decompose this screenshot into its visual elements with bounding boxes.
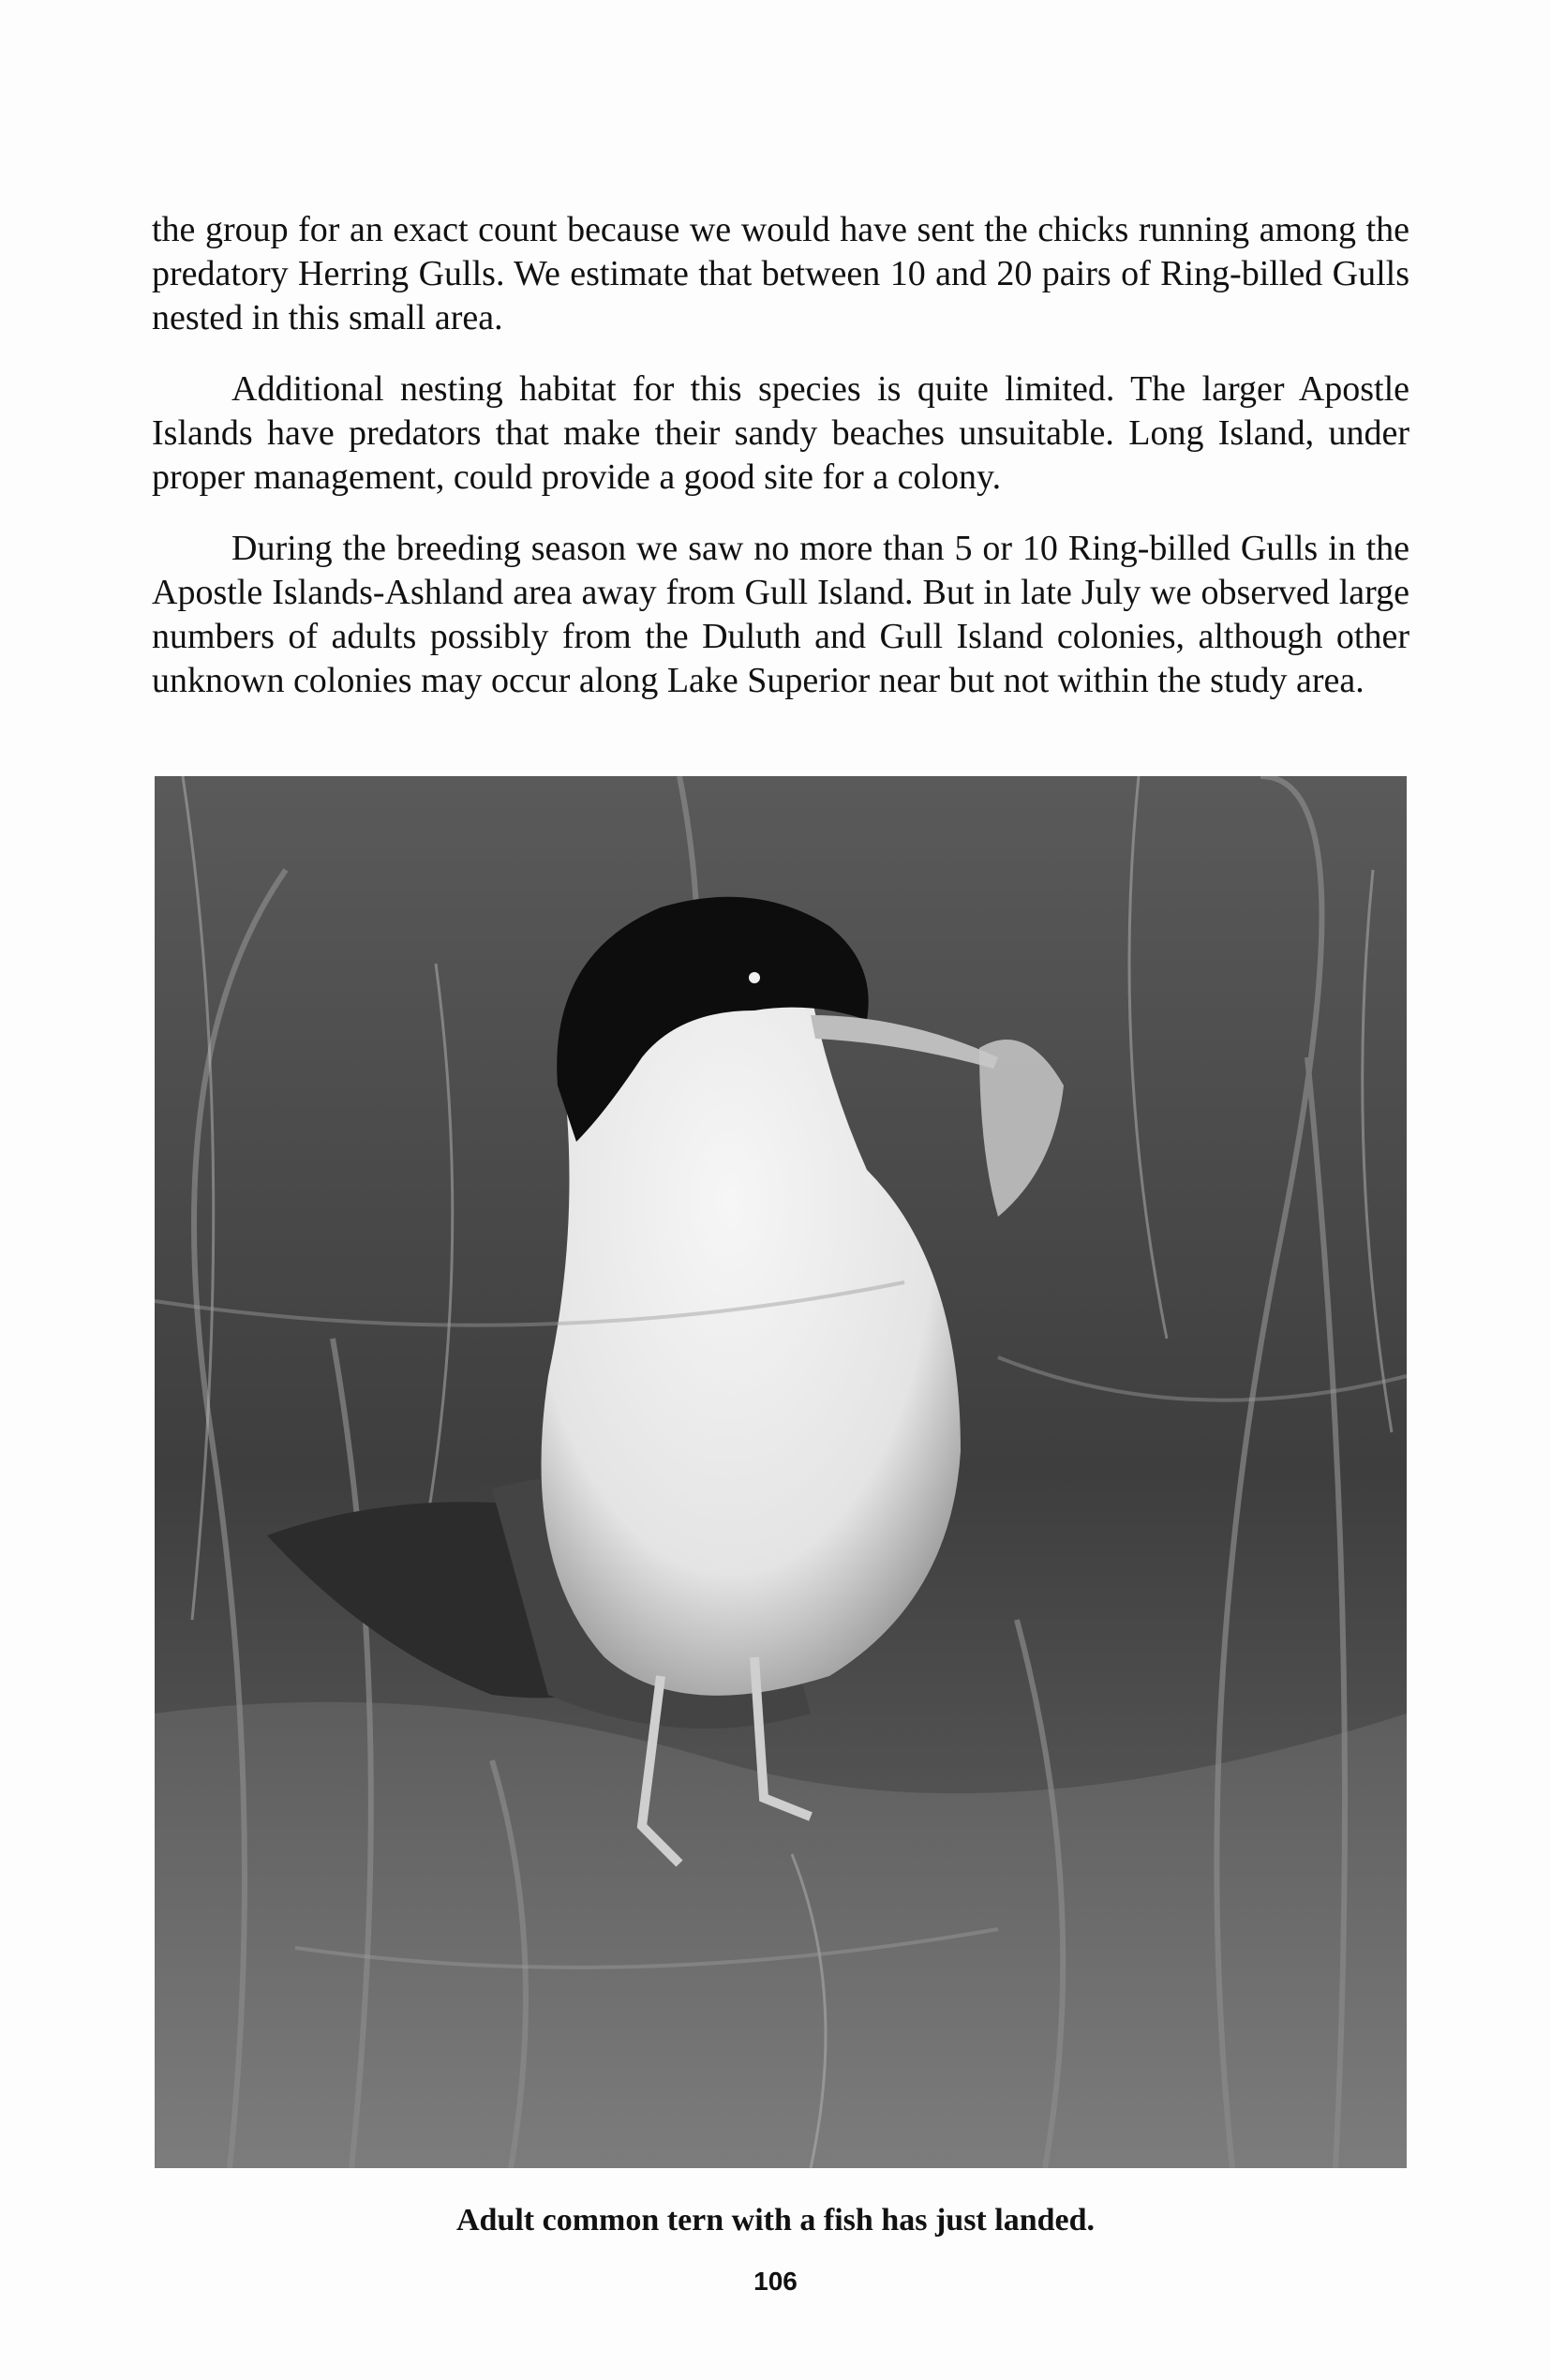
paragraph-2: Additional nesting habitat for this species is quite limited. The larger Apostle Islands have predators that make their sandy beaches unsuitable. Long Island, under proper management, could provide a good site for a colony. <box>152 369 1409 497</box>
paragraph-3: During the breeding season we saw no more than 5 or 10 Ring-billed Gulls in the Apostle Islands-Ashland area away from Gull Island. But in late July we observed large numbers of adults possibly from the Duluth and Gull Island colonies, although other unknown colonies may occur along Lake Superior near but not within the study area. <box>152 529 1409 700</box>
page-number: 106 <box>753 2267 798 2296</box>
figure-caption: Adult common tern with a fish has just landed. <box>455 2203 1096 2238</box>
tern-photo-illustration <box>155 776 1407 2168</box>
paragraph-1: the group for an exact count because we would have sent the chicks running among the predatory Herring Gulls. We estimate that between 10 and 20 pairs of Ring-billed Gulls nested in this small area. <box>152 210 1409 337</box>
tern-photograph <box>155 776 1407 2168</box>
body-text <box>152 208 1409 730</box>
